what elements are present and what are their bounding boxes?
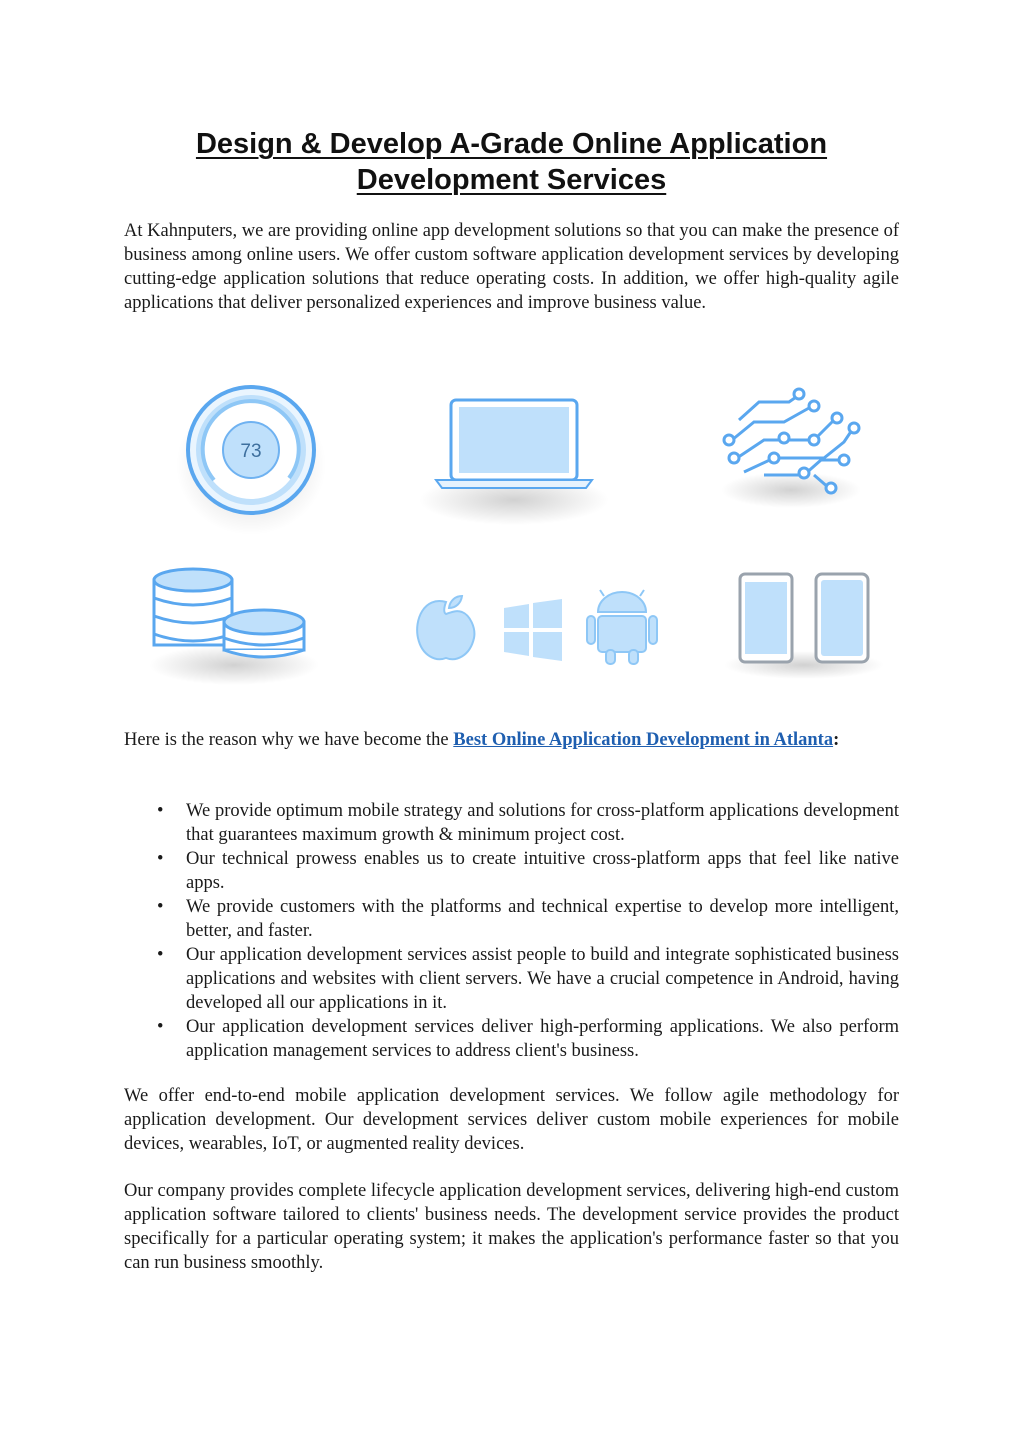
reason-prefix: Here is the reason why we have become the	[124, 730, 454, 750]
circuit-brain-icon	[721, 389, 861, 508]
laptop-icon	[419, 400, 609, 525]
list-item-text: We provide customers with the platforms and technical expertise to develop more intelligent, better, and faster.	[186, 897, 899, 941]
bullet-icon: •	[157, 801, 164, 821]
list-item	[124, 1015, 899, 1063]
smartphone-icon	[724, 574, 884, 679]
windows-icon	[504, 599, 562, 661]
gauge-icon	[176, 387, 326, 535]
list-item-text: Our technical prowess enables us to create intuitive cross-platform apps that feel like native apps.	[186, 849, 899, 893]
list-item-text: We provide optimum mobile strategy and solutions for cross-platform applications development that guarantees maximum growth & minimum project cost.	[186, 801, 899, 845]
bullet-icon: •	[157, 849, 164, 869]
page-title: Design & Develop A-Grade Online Application Development Services	[195, 128, 828, 196]
services-illustration	[124, 360, 899, 700]
reason-paragraph	[124, 728, 899, 752]
list-item-text: Our application development services deliver high-performing applications. We also perform application management services to address client's business.	[186, 1017, 899, 1061]
best-online-app-dev-atlanta-link[interactable]: Best Online Application Development in Atlanta	[453, 730, 834, 750]
bullet-icon: •	[157, 945, 164, 965]
list-item-text: Our application development services assist people to build and integrate sophisticated business applications and websites with client servers. We have a crucial competence in Android, having developed all our applications in it.	[186, 945, 899, 1013]
gauge-value: 73	[240, 441, 262, 462]
apple-icon	[417, 596, 474, 659]
database-icon	[149, 569, 319, 685]
bullet-icon: •	[157, 1017, 164, 1037]
lifecycle-paragraph: Our company provides complete lifecycle application development services, delivering high-end custom application software tailored to clients' business needs. The development service provides the product specifically for a particular operating system; it makes the application's performance faster so that you can run business smoothly.	[124, 1181, 899, 1273]
list-item	[124, 943, 899, 1015]
list-item	[124, 847, 899, 895]
reasons-list	[124, 799, 899, 1063]
list-item	[124, 799, 899, 847]
intro-paragraph: At Kahnputers, we are providing online app development solutions so that you can make the presence of business among online users. We offer custom software application development services by developing cutting-edge application solutions that reduce operating costs. In addition, we offer high-quality agile applications that deliver personalized experiences and improve business value.	[124, 221, 899, 313]
list-item	[124, 895, 899, 943]
android-icon	[587, 590, 657, 664]
bullet-icon: •	[157, 897, 164, 917]
reason-suffix: :	[833, 730, 840, 750]
services-paragraph: We offer end-to-end mobile application development services. We follow agile methodology for application development. Our development services deliver custom mobile experiences for mobile devices, wearables, IoT, or augmented reality devices.	[124, 1086, 899, 1154]
